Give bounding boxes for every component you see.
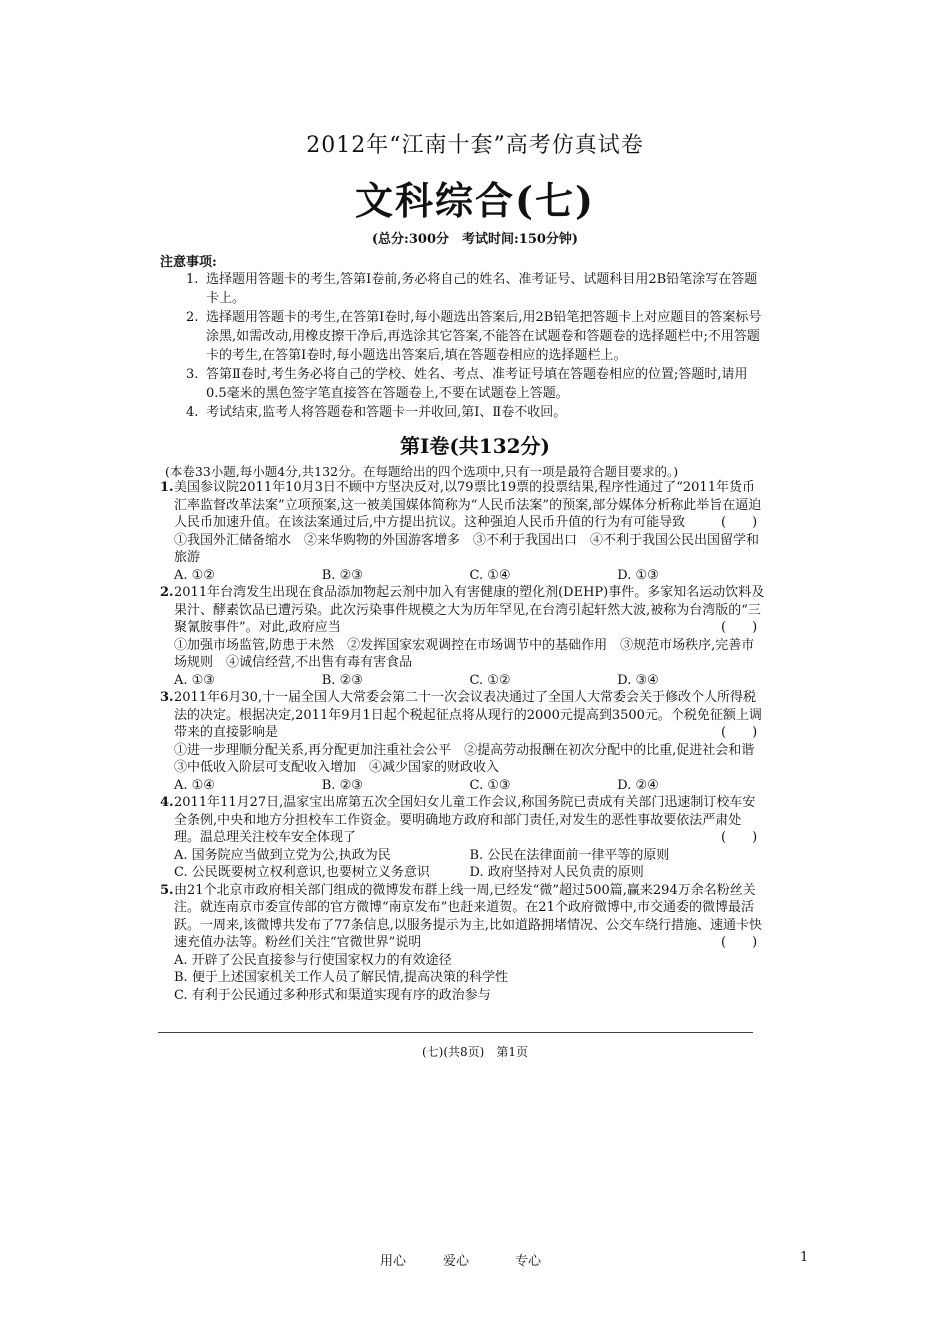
footer-word: 爱心 xyxy=(443,1254,470,1269)
question-stem: 2011年6月30,十一届全国人大常委会第二十一次会议表决通过了全国人大常委会关于修改个人所得税法的决定。根据决定,2011年9月1日起个税起征点将从现行的2000元提高到3500元。个税免征额上调带来的直接影响是 xyxy=(174,690,762,740)
option-b: B. 便于上述国家机关工作人员了解民情,提高决策的科学性 xyxy=(174,970,508,985)
option-a: A. 国务院应当做到立党为公,执政为民 xyxy=(174,847,391,863)
page-divider xyxy=(158,1032,753,1033)
question-3 xyxy=(160,689,768,794)
question-stem: 由21个北京市政府相关部门组成的微博发布群上线一周,已经发“微”超过500篇,赢来294万余名粉丝关注。就连南京市委宣传部的官方微博“南京发布”也赶来道贺。在21个政府微博中,市交通委的微博最活跃。一周来,该微博共发布了77条信息,以服务提示为主,比如道路拥堵情况、公交车绕行措施、速通卡快速充值办法等。粉丝们关注“官微世界”说明 xyxy=(174,882,762,950)
option-a: A. ①② xyxy=(174,567,215,583)
notice-heading: 注意事项: xyxy=(160,255,217,270)
question-statements: ①加强市场监管,防患于未然 ②发挥国家宏观调控在市场调节中的基础作用 ③规范市场秩序,完善市场规则 ④诚信经营,不出售有毒有害食品 xyxy=(174,637,755,670)
answer-paren: ( ) xyxy=(721,620,758,635)
answer-paren: ( ) xyxy=(721,515,758,530)
option-b: B. ②③ xyxy=(321,567,363,583)
question-number: 3. xyxy=(160,690,174,705)
page-number: (七)(共8页) 第1页 xyxy=(422,1045,528,1059)
option-d: D. ①③ xyxy=(617,567,659,583)
option-b: B. ②③ xyxy=(321,672,363,688)
section-instruction: (本卷33小题,每小题4分,共132分。在每题给出的四个选项中,只有一项是最符合题目要求的。) xyxy=(165,464,679,479)
answer-options-row xyxy=(174,864,765,882)
answer-options xyxy=(174,777,765,795)
question-1 xyxy=(160,479,765,584)
question-list xyxy=(160,479,768,1004)
footer-page-number: 1 xyxy=(800,1250,809,1265)
answer-options xyxy=(174,567,765,585)
option-a: A. ①④ xyxy=(174,777,215,793)
option-c: C. ①④ xyxy=(469,567,511,583)
option-d: D. ③④ xyxy=(617,672,659,688)
option-b: B. 公民在法律面前一律平等的原则 xyxy=(469,847,670,863)
question-2 xyxy=(160,584,765,689)
answer-paren: ( ) xyxy=(721,830,758,845)
option-b: B. ②③ xyxy=(321,777,363,793)
option-a: A. ①③ xyxy=(174,672,215,688)
question-number: 2. xyxy=(160,585,174,600)
option-c: C. 有利于公民通过多种形式和渠道实现有序的政治参与 xyxy=(174,987,491,1003)
footer-word: 用心 xyxy=(380,1254,407,1269)
footer-word: 专心 xyxy=(515,1254,542,1269)
question-4 xyxy=(160,794,765,882)
question-number: 4. xyxy=(160,795,174,810)
question-number: 1. xyxy=(160,480,174,495)
option-c: C. 公民既要树立权利意识,也要树立义务意识 xyxy=(174,865,430,880)
score-time-info: (总分:300分 考试时间:150分钟) xyxy=(371,232,579,247)
question-stem: 美国参议院2011年10月3日不顾中方坚决反对,以79票比19票的投票结果,程序性通过了“2011年货币汇率监督改革法案”立项预案,这一被美国媒体简称为“人民币法案”的预案,部分媒体分析称此举旨在逼迫人民币加速升值。在该法案通过后,中方提出抗议。这种强迫人民币升值的行为有可能导致 xyxy=(174,480,762,530)
question-stem: 2011年台湾发生出现在食品添加物起云剂中加入有害健康的塑化剂(DEHP)事件。多家知名运动饮料及果汁、酵素饮品已遭污染。此次污染事件规模之大为历年罕见,在台湾引起轩然大波,被称为台湾版的“三聚氰胺事件”。对此,政府应当 xyxy=(174,585,765,635)
option-c: C. ①③ xyxy=(469,777,511,793)
option-a: A. 开辟了公民直接参与行使国家权力的有效途径 xyxy=(174,952,452,968)
question-statements: ①我国外汇储备缩水 ②来华购物的外国游客增多 ③不利于我国出口 ④不利于我国公民出国留学和旅游 xyxy=(174,532,760,565)
exam-subject-title: 文科综合(七) xyxy=(355,178,595,223)
exam-series-title: 2012年“江南十套”高考仿真试卷 xyxy=(306,133,644,158)
option-d: D. ②④ xyxy=(617,777,659,793)
question-statements: ①进一步理顺分配关系,再分配更加注重社会公平 ②提高劳动报酬在初次分配中的比重,促进社会和谐 ③中低收入阶层可支配收入增加 ④减少国家的财政收入 xyxy=(174,742,768,775)
option-d: D. 政府坚持对人民负责的原则 xyxy=(469,865,644,880)
question-stem: 2011年11月27日,温家宝出席第五次全国妇女儿童工作会议,称国务院已责成有关部门迅速制订校车安全条例,中央和地方分担校车工作资金。要明确地方政府和部门责任,对发生的恶性事故要依法严肃处理。温总理关注校车安全体现了 xyxy=(174,795,756,845)
question-5 xyxy=(160,882,765,1005)
notice-item: 3. 答第Ⅱ卷时,考生务必将自己的学校、姓名、考点、准考证号填在答题卷相应的位置;答题时,请用0.5毫米的黑色签字笔直接答在答题卷上,不要在试题卷上答题。 xyxy=(186,367,748,401)
option-c: C. ①② xyxy=(469,672,511,688)
answer-paren: ( ) xyxy=(721,725,758,740)
notice-item: 1. 选择题用答题卡的考生,答第Ⅰ卷前,务必将自己的姓名、准考证号、试题科目用2B铅笔涂写在答题卡上。 xyxy=(186,272,758,306)
notice-list xyxy=(186,270,766,422)
notice-item: 2. 选择题用答题卡的考生,在答第Ⅰ卷时,每小题选出答案后,用2B铅笔把答题卡上对应题目的答案标号涂黑,如需改动,用橡皮擦干净后,再选涂其它答案,不能答在试题卷和答题卷的选择题栏中;不用答题卡的考生,在答第Ⅰ卷时,每小题选出答案后,填在答题卷相应的选择题栏上。 xyxy=(186,310,762,363)
answer-paren: ( ) xyxy=(721,935,758,950)
section-title: 第Ⅰ卷(共132分) xyxy=(399,434,551,458)
answer-options xyxy=(174,672,765,690)
question-number: 5. xyxy=(160,882,174,898)
notice-item: 4. 考试结束,监考人将答题卷和答题卡一并收回,第Ⅰ、Ⅱ卷不收回。 xyxy=(186,405,567,420)
answer-options-row xyxy=(174,847,765,865)
